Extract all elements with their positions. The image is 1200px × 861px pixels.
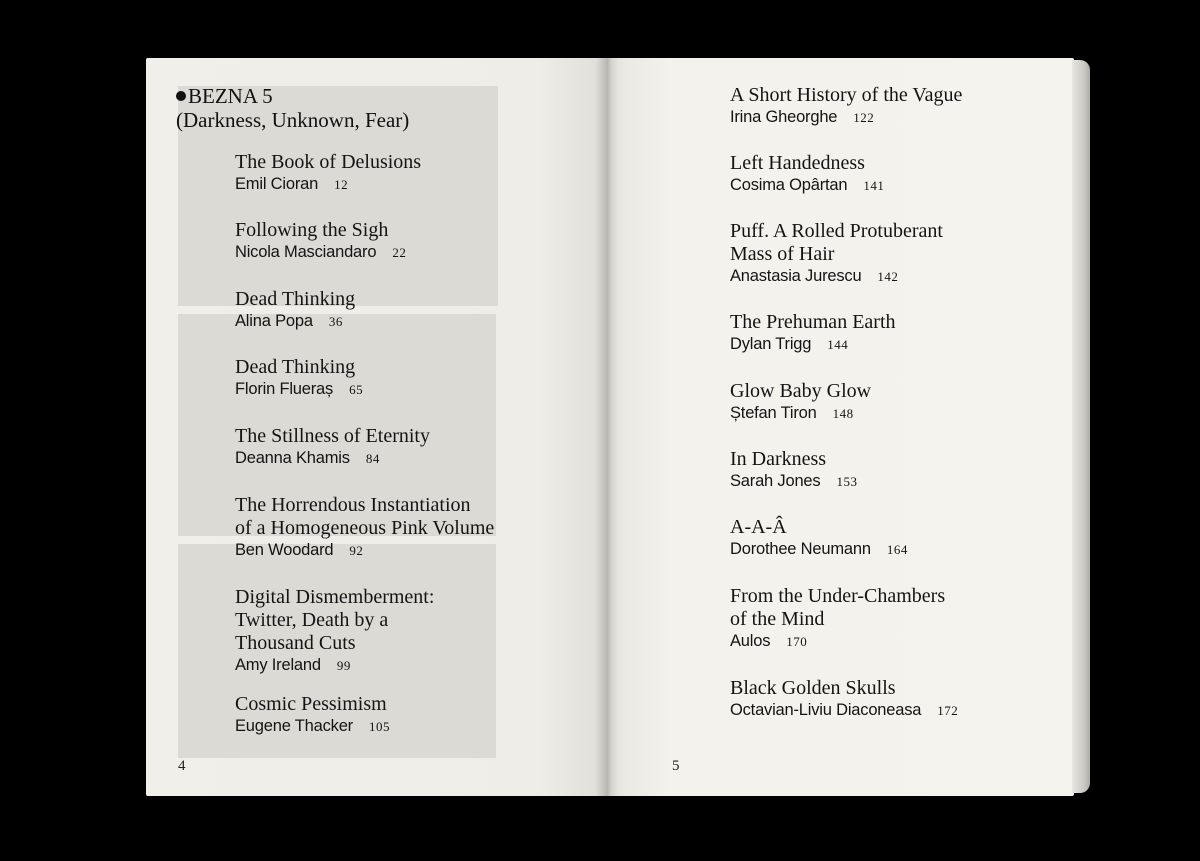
toc-entry-byline [235,540,494,561]
toc-entry [730,152,884,196]
toc-entry-author: Octavian-Liviu Diaconeasa [730,701,922,719]
toc-entry-title: Cosmic Pessimism [235,693,387,715]
toc-entry-byline [730,471,857,492]
toc-entry [235,356,363,400]
toc-entry-title: Mass of Hair [730,243,835,265]
toc-entry [730,677,958,721]
toc-entry-title: of the Mind [730,608,825,630]
toc-entry-title: Dead Thinking [235,356,356,378]
toc-entry-title: Following the Sigh [235,219,389,241]
toc-entry-page-number: 172 [937,703,959,718]
toc-entry-author: Emil Cioran [235,175,319,193]
toc-entry-page-number: 122 [853,110,875,125]
toc-entry [730,84,962,128]
toc-entry-byline [730,539,908,560]
toc-entry-author: Irina Gheorghe [730,108,838,126]
toc-entry-title: The Stillness of Eternity [235,425,430,447]
toc-entry-page-number: 84 [365,451,380,466]
toc-entry [730,220,943,287]
toc-entry-author: Nicola Masciandaro [235,243,377,261]
toc-entry-title: of a Homogeneous Pink Volume [235,517,495,539]
toc-entry-title: The Prehuman Earth [730,311,896,333]
toc-entry-author: Ben Woodard [235,541,334,559]
toc-entry-page-number: 164 [886,542,908,557]
toc-entry [235,288,355,332]
toc-entry-byline [235,311,355,332]
toc-entry-title: In Darkness [730,448,827,470]
toc-entry [730,516,908,560]
toc-entry-title: Twitter, Death by a [235,609,389,631]
toc-entry [730,311,896,355]
toc-entry-page-number: 170 [786,634,808,649]
toc-entry-page-number: 148 [832,406,854,421]
toc-entry-page-number: 22 [392,245,407,260]
toc-entry-title: The Book of Delusions [235,151,422,173]
toc-entry-page-number: 144 [827,337,849,352]
toc-entry [730,585,945,652]
toc-entry-byline [730,175,884,196]
toc-entry [730,380,871,424]
toc-entry-author: Cosima Opârtan [730,176,848,194]
toc-entry-author: Florin Flueraș [235,380,334,398]
toc-entry-author: Alina Popa [235,312,313,330]
toc-entry [235,494,494,561]
toc-entry [730,448,857,492]
toc-entry-byline [730,403,871,424]
toc-entry-author: Amy Ireland [235,656,321,674]
toc-entry-byline [730,700,958,721]
toc-entry-page-number: 65 [349,382,364,397]
folio-left: 4 [178,758,186,774]
toc-entry-page-number: 141 [863,178,885,193]
toc-entry-byline [730,107,962,128]
toc-entry-byline [235,242,406,263]
toc-entry-byline [235,716,390,737]
toc-entry-author: Anastasia Jurescu [730,267,862,285]
show-through-text [502,132,592,217]
toc-entry-page-number: 12 [334,177,349,192]
toc-entry-page-number: 36 [328,314,343,329]
toc-entry-title: Digital Dismemberment: [235,586,435,608]
toc-entry-title: Left Handedness [730,152,865,174]
toc-entry-byline [235,174,421,195]
toc-entry-author: Ștefan Tiron [730,404,817,422]
toc-entry-title: A-A-Â [730,516,787,538]
toc-entry-byline [235,655,434,676]
toc-entry [235,151,421,195]
toc-entry-author: Deanna Khamis [235,449,350,467]
toc-entry-author: Dorothee Neumann [730,540,871,558]
toc-entry-title: Dead Thinking [235,288,356,310]
toc-entry-author: Sarah Jones [730,472,821,490]
toc-entry-page-number: 142 [877,269,899,284]
toc-entry [235,586,434,676]
page-stack-edge [1072,60,1090,793]
toc-entry-byline [235,379,363,400]
toc-entry-byline [730,266,943,287]
toc-entry-title: From the Under-Chambers [730,585,946,607]
toc-entry-page-number: 92 [349,543,364,558]
toc-entry [235,693,390,737]
bullet-dot-icon [176,91,186,101]
toc-entry-title: Black Golden Skulls [730,677,896,699]
toc-entry-page-number: 105 [368,719,390,734]
toc-entry [235,219,406,263]
toc-entry-title: The Horrendous Instantiation [235,494,471,516]
toc-entry-title: Glow Baby Glow [730,380,872,402]
toc-entry-byline [235,448,430,469]
toc-entry [235,425,430,469]
toc-entry-byline [730,631,945,652]
toc-entry-byline [730,334,896,355]
issue-subtitle: (Darkness, Unknown, Fear) [176,108,410,132]
toc-entry-author: Eugene Thacker [235,717,353,735]
toc-entry-page-number: 99 [336,658,351,673]
toc-entry-author: Aulos [730,632,771,650]
toc-entry-title: Puff. A Rolled Protuberant [730,220,943,242]
toc-entry-title: A Short History of the Vague [730,84,963,106]
issue-title: BEZNA 5 [188,84,273,108]
toc-entry-title: Thousand Cuts [235,632,356,654]
toc-entry-page-number: 153 [836,474,858,489]
folio-right: 5 [672,758,680,774]
toc-entry-author: Dylan Trigg [730,335,812,353]
issue-header [176,84,409,132]
